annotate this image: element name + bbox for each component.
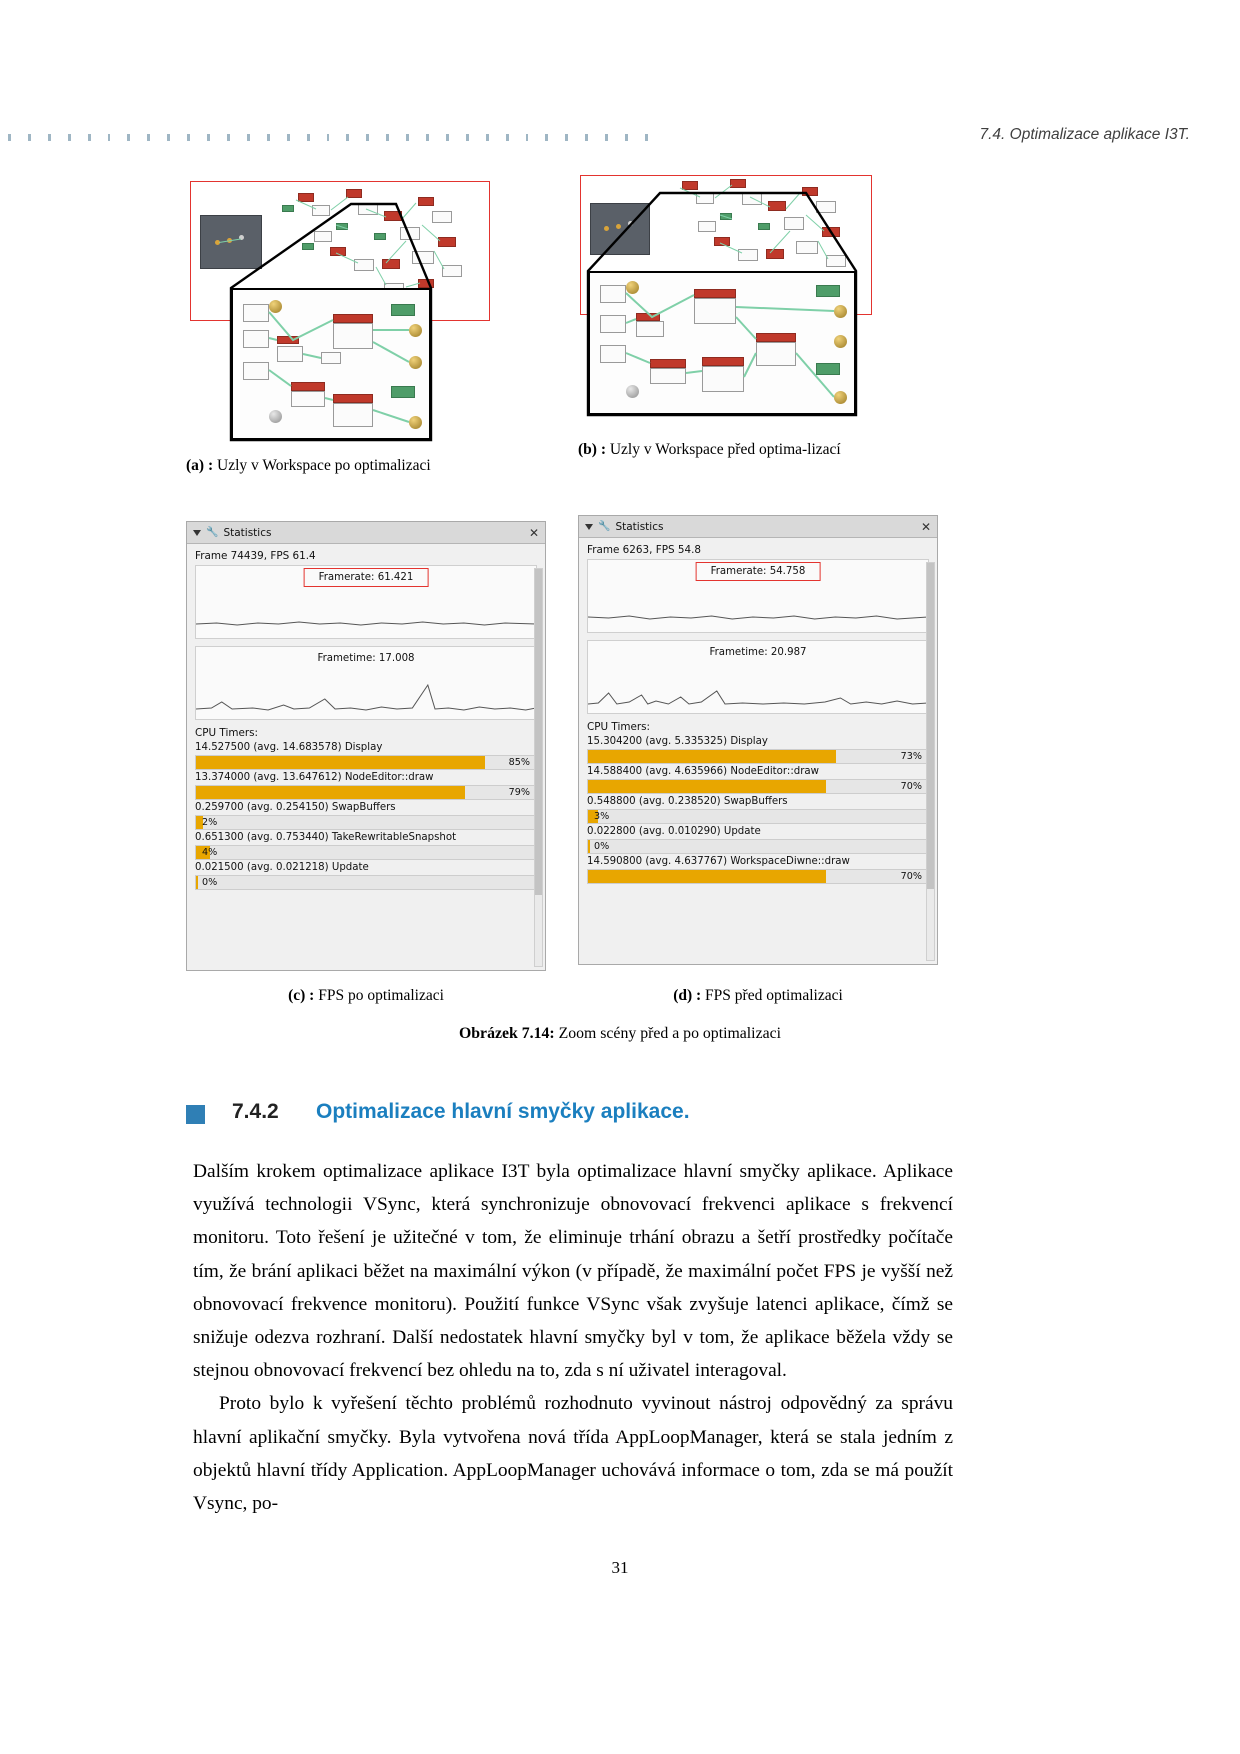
header-dot [68, 134, 71, 141]
header-dot [307, 134, 310, 141]
header-dot [327, 134, 330, 141]
paragraph-2: Proto bylo k vyřešení těchto problémů rozhodnuto vyvinout nástroj odpovědný za správu hlavní aplikační smyčky. Byla vytvořena nová třída AppLoopManager, která se stala jedním z objektů hlavní třídy Application. AppLoopManager uchovává informace o tom, zda se má použít Vsync, po- [193, 1393, 953, 1515]
timer-row [195, 772, 537, 800]
framerate-graph [587, 559, 929, 633]
vertical-scrollbar[interactable] [926, 562, 935, 961]
framerate-graph [195, 565, 537, 639]
subfigure-d-label: (d) : [673, 987, 702, 1004]
timer-bar [587, 779, 929, 794]
subfigure-b-caption-text: Uzly v Workspace před optima-lizací [605, 441, 841, 458]
vertical-scrollbar[interactable] [534, 568, 543, 967]
subfigure-a-label: (a) : [186, 457, 214, 474]
running-header [0, 126, 1240, 148]
header-dot [645, 134, 648, 141]
timer-bar-fill [588, 750, 836, 763]
timer-label: 14.588400 (avg. 4.635966) NodeEditor::draw [587, 766, 819, 777]
timer-label: 0.548800 (avg. 0.238520) SwapBuffers [587, 796, 788, 807]
header-dot [526, 134, 529, 141]
timer-bar-fill [196, 786, 465, 799]
subfigure-b-label: (b) : [578, 441, 606, 458]
header-dot [545, 134, 548, 141]
subfigure-c-caption-text: FPS po optimalizaci [314, 987, 444, 1004]
workspace-before-screenshot [578, 175, 913, 445]
paragraph-1: Dalším krokem optimalizace aplikace I3T byla optimalizace hlavní smyčky aplikace. Aplikace využívá technologii VSync, která synchronizuje obnovovací frekvenci aplikace s frekvencí monitoru. Toto řešení je užitečné v tom, že eliminuje trhání obrazu a šetří prostředky počítače tím, že brání aplikaci běžet na maximální výkon (v případě, že maximální počet FPS je vyšší než obnovovací frekvence monitoru). Použití funkce VSync však zvyšuje latenci aplikace, čímž se snižuje odezva rozhraní. Další nedostatek hlavní smyčky byl v tom, že aplikace běžela vždy se stejnou obnovovací frekvencí bez ohledu na to, zda s ní uživatel interagoval. [193, 1161, 953, 1382]
header-dot [446, 134, 449, 141]
framerate-plot [588, 590, 928, 632]
statistics-titlebar[interactable] [579, 516, 937, 538]
scrollbar-thumb[interactable] [535, 569, 542, 895]
subfigure-b-image [578, 175, 913, 445]
header-dot [287, 134, 290, 141]
scrollbar-thumb[interactable] [927, 563, 934, 889]
subfigure-d-caption [578, 987, 938, 1005]
body-text [193, 1155, 953, 1520]
header-dot [486, 134, 489, 141]
cpu-timers-header: CPU Timers: [195, 727, 259, 739]
timer-percent: 4% [202, 847, 218, 858]
frametime-graph [587, 640, 929, 714]
statistics-body [579, 538, 937, 965]
figure-7-14 [0, 175, 1240, 1042]
timer-row [587, 796, 929, 824]
timer-row [587, 856, 929, 884]
timer-bar [195, 875, 537, 890]
timer-percent: 79% [508, 787, 530, 798]
timer-label: 0.021500 (avg. 0.021218) Update [195, 862, 369, 873]
timer-percent: 70% [900, 871, 922, 882]
frametime-graph [195, 646, 537, 720]
workspace-after-screenshot [186, 175, 521, 445]
zoom-detail-box [231, 288, 431, 440]
figure-caption [0, 1025, 1240, 1043]
close-icon[interactable]: ✕ [528, 525, 539, 540]
statistics-titlebar[interactable] [187, 522, 545, 544]
header-dot [466, 134, 469, 141]
timer-label: 0.259700 (avg. 0.254150) SwapBuffers [195, 802, 396, 813]
timer-row [587, 736, 929, 764]
header-title: 7.4. Optimalizace aplikace I3T. [979, 126, 1190, 143]
timer-bar [195, 755, 537, 770]
frametime-plot [588, 671, 928, 713]
page-number: 31 [611, 1558, 629, 1577]
timer-row [195, 862, 537, 890]
header-dot [267, 134, 270, 141]
header-dot [346, 134, 349, 141]
header-dot [227, 134, 230, 141]
header-dot [406, 134, 409, 141]
timer-percent: 2% [202, 817, 218, 828]
header-dot [426, 134, 429, 141]
header-dot [625, 134, 628, 141]
subfigure-d-caption-text: FPS před optimalizaci [701, 987, 843, 1004]
header-dot [88, 134, 91, 141]
framerate-plot [196, 596, 536, 638]
subfigure-a-image [186, 175, 521, 445]
section-heading [186, 1100, 946, 1130]
timer-bar [195, 785, 537, 800]
timer-row [195, 802, 537, 830]
header-dot [207, 134, 210, 141]
header-dot [386, 134, 389, 141]
header-dot [366, 134, 369, 141]
header-dot [48, 134, 51, 141]
statistics-window-title: Statistics [615, 520, 664, 533]
subfigure-b-caption [578, 441, 908, 459]
close-icon[interactable]: ✕ [920, 519, 931, 534]
subfigure-a-caption-text: Uzly v Workspace po optimalizaci [213, 457, 431, 474]
header-dot [8, 134, 11, 141]
header-dot [605, 134, 608, 141]
timer-row [195, 832, 537, 860]
timer-label: 0.651300 (avg. 0.753440) TakeRewritableSnapshot [195, 832, 457, 843]
timer-bar-fill [588, 780, 826, 793]
framerate-highlight: Framerate: 61.421 [304, 568, 429, 587]
header-dot [565, 134, 568, 141]
frametime-plot [196, 677, 536, 719]
timer-label: 14.527500 (avg. 14.683578) Display [195, 742, 383, 753]
collapse-triangle-icon[interactable] [585, 524, 593, 530]
cpu-timers-header: CPU Timers: [587, 721, 651, 733]
timer-row [195, 742, 537, 770]
header-dot [147, 134, 150, 141]
header-dot [585, 134, 588, 141]
statistics-window-before[interactable] [578, 515, 938, 965]
header-dot [108, 134, 111, 141]
timer-row [587, 826, 929, 854]
timer-label: 15.304200 (avg. 5.335325) Display [587, 736, 768, 747]
timer-percent: 85% [508, 757, 530, 768]
timer-bar-fill [196, 756, 485, 769]
timer-bar [587, 839, 929, 854]
timer-percent: 3% [594, 811, 610, 822]
figure-caption-label: Obrázek 7.14: [458, 1025, 555, 1042]
timer-bar [195, 815, 537, 830]
timer-percent: 0% [594, 841, 610, 852]
figure-caption-text: Zoom scény před a po optimalizaci [554, 1025, 781, 1042]
section-marker-square [186, 1105, 205, 1124]
header-dot [187, 134, 190, 141]
timer-label: 0.022800 (avg. 0.010290) Update [587, 826, 761, 837]
subfigure-c-caption [186, 987, 546, 1005]
frametime-label: Frametime: 20.987 [709, 647, 807, 658]
timer-bar-fill [588, 870, 826, 883]
framerate-highlight: Framerate: 54.758 [696, 562, 821, 581]
timer-percent: 73% [900, 751, 922, 762]
timer-bar [587, 869, 929, 884]
timer-bar-fill [196, 876, 198, 889]
section-title: Optimalizace hlavní smyčky aplikace. [316, 1100, 690, 1123]
header-dot [127, 134, 130, 141]
frame-fps-line: Frame 6263, FPS 54.8 [587, 544, 702, 556]
header-dot-rule [8, 134, 648, 141]
subfigure-c-label: (c) : [288, 987, 315, 1004]
timer-percent: 0% [202, 877, 218, 888]
collapse-triangle-icon[interactable] [193, 530, 201, 536]
section-number: 7.4.2 [232, 1100, 279, 1123]
statistics-window-title: Statistics [223, 526, 272, 539]
timer-row [587, 766, 929, 794]
header-dot [247, 134, 250, 141]
timer-percent: 70% [900, 781, 922, 792]
header-dot [28, 134, 31, 141]
header-dot [506, 134, 509, 141]
wrench-icon: 🔧 [598, 521, 611, 532]
wrench-icon: 🔧 [206, 527, 219, 538]
frame-fps-line: Frame 74439, FPS 61.4 [195, 550, 316, 562]
timer-bar [587, 749, 929, 764]
header-dot [167, 134, 170, 141]
statistics-window-after[interactable] [186, 521, 546, 971]
timer-bar [195, 845, 537, 860]
zoom-detail-box [588, 271, 856, 415]
timer-label: 13.374000 (avg. 13.647612) NodeEditor::draw [195, 772, 434, 783]
statistics-body [187, 544, 545, 971]
frametime-label: Frametime: 17.008 [317, 653, 415, 664]
subfigure-a-caption [186, 457, 526, 475]
timer-bar-fill [588, 840, 590, 853]
timer-bar [587, 809, 929, 824]
timer-label: 14.590800 (avg. 4.637767) WorkspaceDiwne::draw [587, 856, 850, 867]
